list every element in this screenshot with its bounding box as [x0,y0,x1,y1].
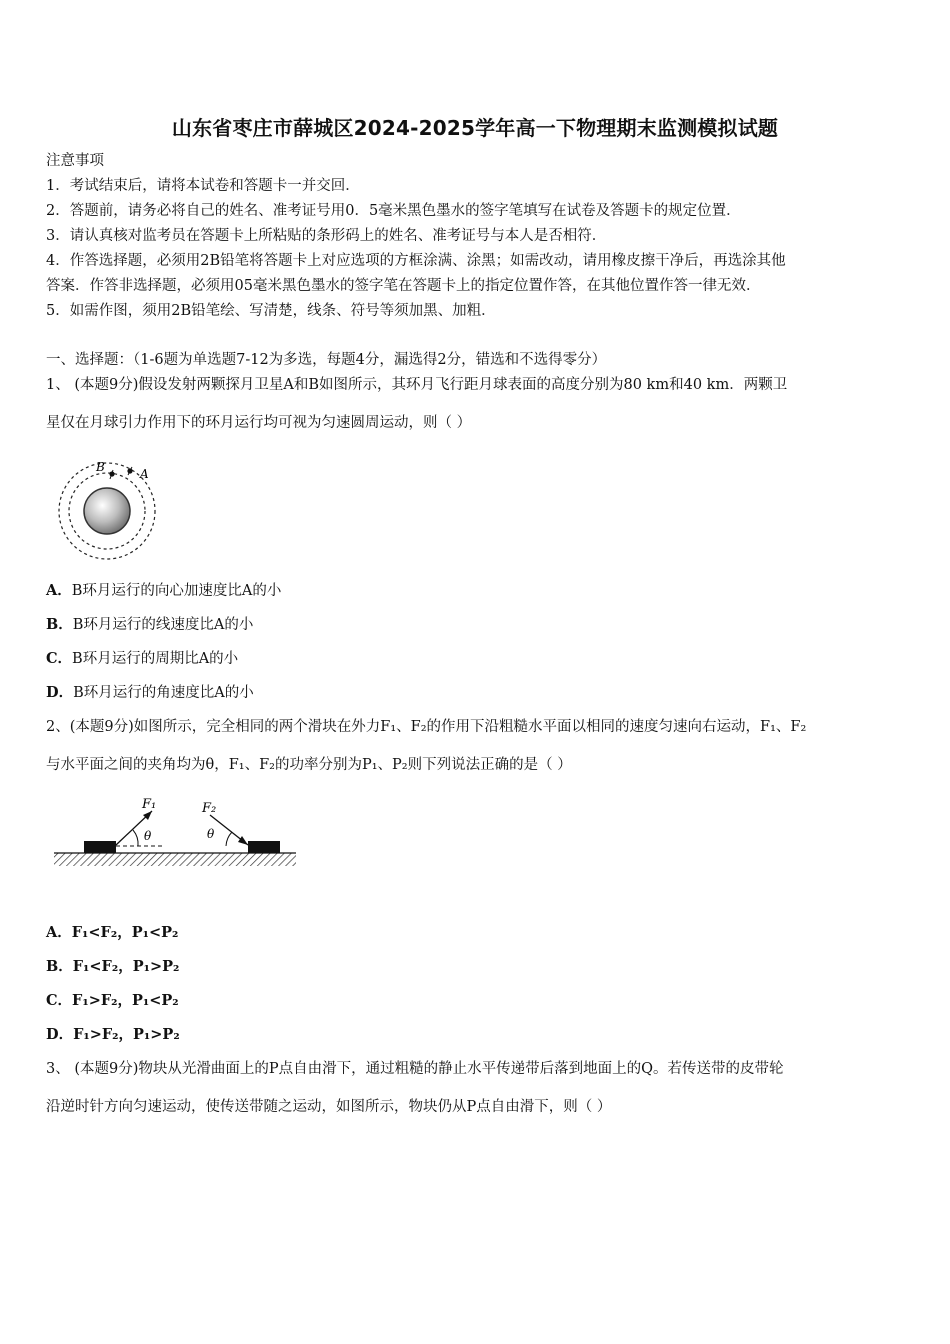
satellite-orbit-figure [52,455,162,567]
block-2 [248,841,280,853]
question-2-text-line1: 2、(本题9分)如图所示，完全相同的两个滑块在外力F₁、F₂的作用下沿粗糙水平面以相同的速度匀速向右运动，F₁、F₂ [46,719,807,735]
sliding-blocks-figure [52,795,298,873]
option-d: D．B环月运行的角速度比A的小 [46,684,254,701]
option-b: B．F₁<F₂，P₁>P₂ [46,958,180,975]
label-a: A [140,467,149,481]
option-c: C．B环月运行的周期比A的小 [46,650,239,667]
section-heading: 一、选择题：（1-6题为单选题7-12为多选，每题4分，漏选得2分，错选和不选得零分） [46,352,607,368]
option-a: A．F₁<F₂，P₁<P₂ [46,924,179,941]
notice-heading: 注意事项 [46,153,104,169]
question-1-text-line2: 星仅在月球引力作用下的环月运行均可视为匀速圆周运动，则（ ） [46,415,472,431]
ground [54,853,296,866]
label-f2: F₂ [202,801,217,816]
option-d: D．F₁>F₂，P₁>P₂ [46,1026,180,1043]
label-theta-1: θ [144,829,152,843]
option-b: B．B环月运行的线速度比A的小 [46,616,254,633]
label-theta-2: θ [207,827,215,841]
notice-item: 答案．作答非选择题，必须用05毫米黑色墨水的签字笔在答题卡上的指定位置作答，在其他位置作答一律无效． [46,278,761,294]
question-1-text-line1: 1、 (本题9分)假设发射两颗探月卫星A和B如图所示，其环月飞行距月球表面的高度分别为80 km和40 km．两颗卫 [46,377,788,393]
label-b: B [96,460,105,474]
notice-item: 1．考试结束后，请将本试卷和答题卡一并交回． [46,178,360,194]
notice-item: 2．答题前，请务必将自己的姓名、准考证号用0．5毫米黑色墨水的签字笔填写在试卷及答题卡的规定位置． [46,203,741,219]
block-1 [84,841,116,853]
moon [84,488,130,534]
question-2-text-line2: 与水平面之间的夹角均为θ，F₁、F₂的功率分别为P₁、P₂则下列说法正确的是（ ） [46,757,572,773]
label-f1: F₁ [142,797,157,812]
page-title: 山东省枣庄市薛城区2024-2025学年高一下物理期末监测模拟试题 [171,116,779,140]
option-c: C．F₁>F₂，P₁<P₂ [46,992,179,1009]
option-a: A．B环月运行的向心加速度比A的小 [46,582,282,599]
question-3-text-line1: 3、 (本题9分)物块从光滑曲面上的P点自由滑下，通过粗糙的静止水平传递带后落到地面上的Q。若传送带的皮带轮 [46,1061,784,1077]
question-3-text-line2: 沿逆时针方向匀速运动，使传送带随之运动，如图所示，物块仍从P点自由滑下，则（ ） [46,1099,612,1115]
notice-item: 4．作答选择题，必须用2B铅笔将答题卡上对应选项的方框涂满、涂黑；如需改动，请用橡皮擦干净后，再选涂其他 [46,253,786,269]
notice-item: 5．如需作图，须用2B铅笔绘、写清楚，线条、符号等须加黑、加粗． [46,303,496,319]
notice-item: 3．请认真核对监考员在答题卡上所粘贴的条形码上的姓名、准考证号与本人是否相符． [46,228,607,244]
